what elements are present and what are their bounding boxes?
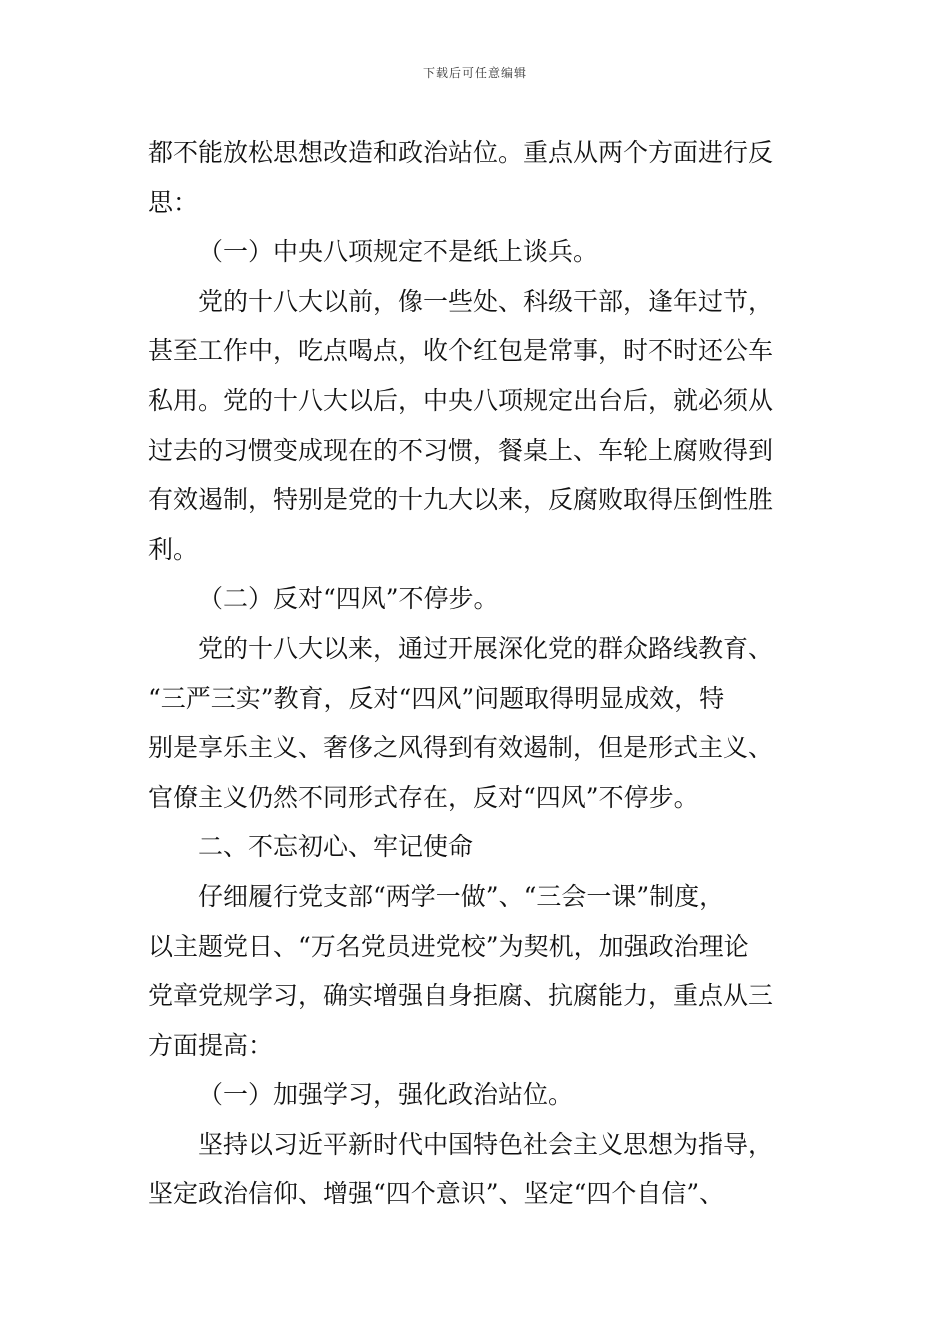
- text-line: 甚至工作中，吃点喝点，收个红包是常事，时不时还公车: [148, 336, 774, 366]
- section-heading: （二）反对“四风”不停步。: [198, 584, 499, 614]
- text-line: 仔细履行党支部“两学一做”、“三会一课”制度，: [198, 881, 725, 911]
- text-line: 过去的习惯变成现在的不习惯，餐桌上、车轮上腐败得到: [148, 435, 774, 465]
- text-line: 有效遏制，特别是党的十九大以来，反腐败取得压倒性胜: [148, 485, 774, 515]
- text-line: 都不能放松思想改造和政治站位。重点从两个方面进行反: [148, 138, 774, 167]
- section-heading: 二、不忘初心、牢记使命: [198, 832, 474, 862]
- text-line: 别是享乐主义、奢侈之风得到有效遏制，但是形式主义、: [148, 733, 774, 763]
- text-line: 党的十八大以来，通过开展深化党的群众路线教育、: [198, 633, 774, 663]
- section-heading: （一）加强学习，强化政治站位。: [198, 1080, 574, 1110]
- text-line: 官僚主义仍然不同形式存在，反对“四风”不停步。: [148, 782, 699, 812]
- text-line: 党章党规学习，确实增强自身拒腐、抗腐能力，重点从三: [148, 981, 774, 1011]
- text-line: 私用。党的十八大以后，中央八项规定出台后，就必须从: [148, 385, 774, 415]
- page-header-note: 下载后可任意编辑: [422, 66, 527, 80]
- text-line: 以主题党日、“万名党员进党校”为契机，加强政治理论: [148, 931, 749, 961]
- text-line: 坚定政治信仰、增强“四个意识”、坚定“四个自信”、: [148, 1179, 725, 1209]
- text-line: 方面提高：: [148, 1030, 274, 1060]
- text-line: 思：: [148, 187, 199, 217]
- section-heading: （一）中央八项规定不是纸上谈兵。: [198, 237, 599, 267]
- document-body: [148, 128, 806, 1219]
- text-line: 党的十八大以前，像一些处、科级干部，逢年过节，: [198, 286, 774, 316]
- text-line: 坚持以习近平新时代中国特色社会主义思想为指导，: [198, 1129, 774, 1159]
- text-line: 利。: [148, 534, 199, 564]
- text-line: “三严三实”教育，反对“四风”问题取得明显成效，特: [148, 683, 725, 713]
